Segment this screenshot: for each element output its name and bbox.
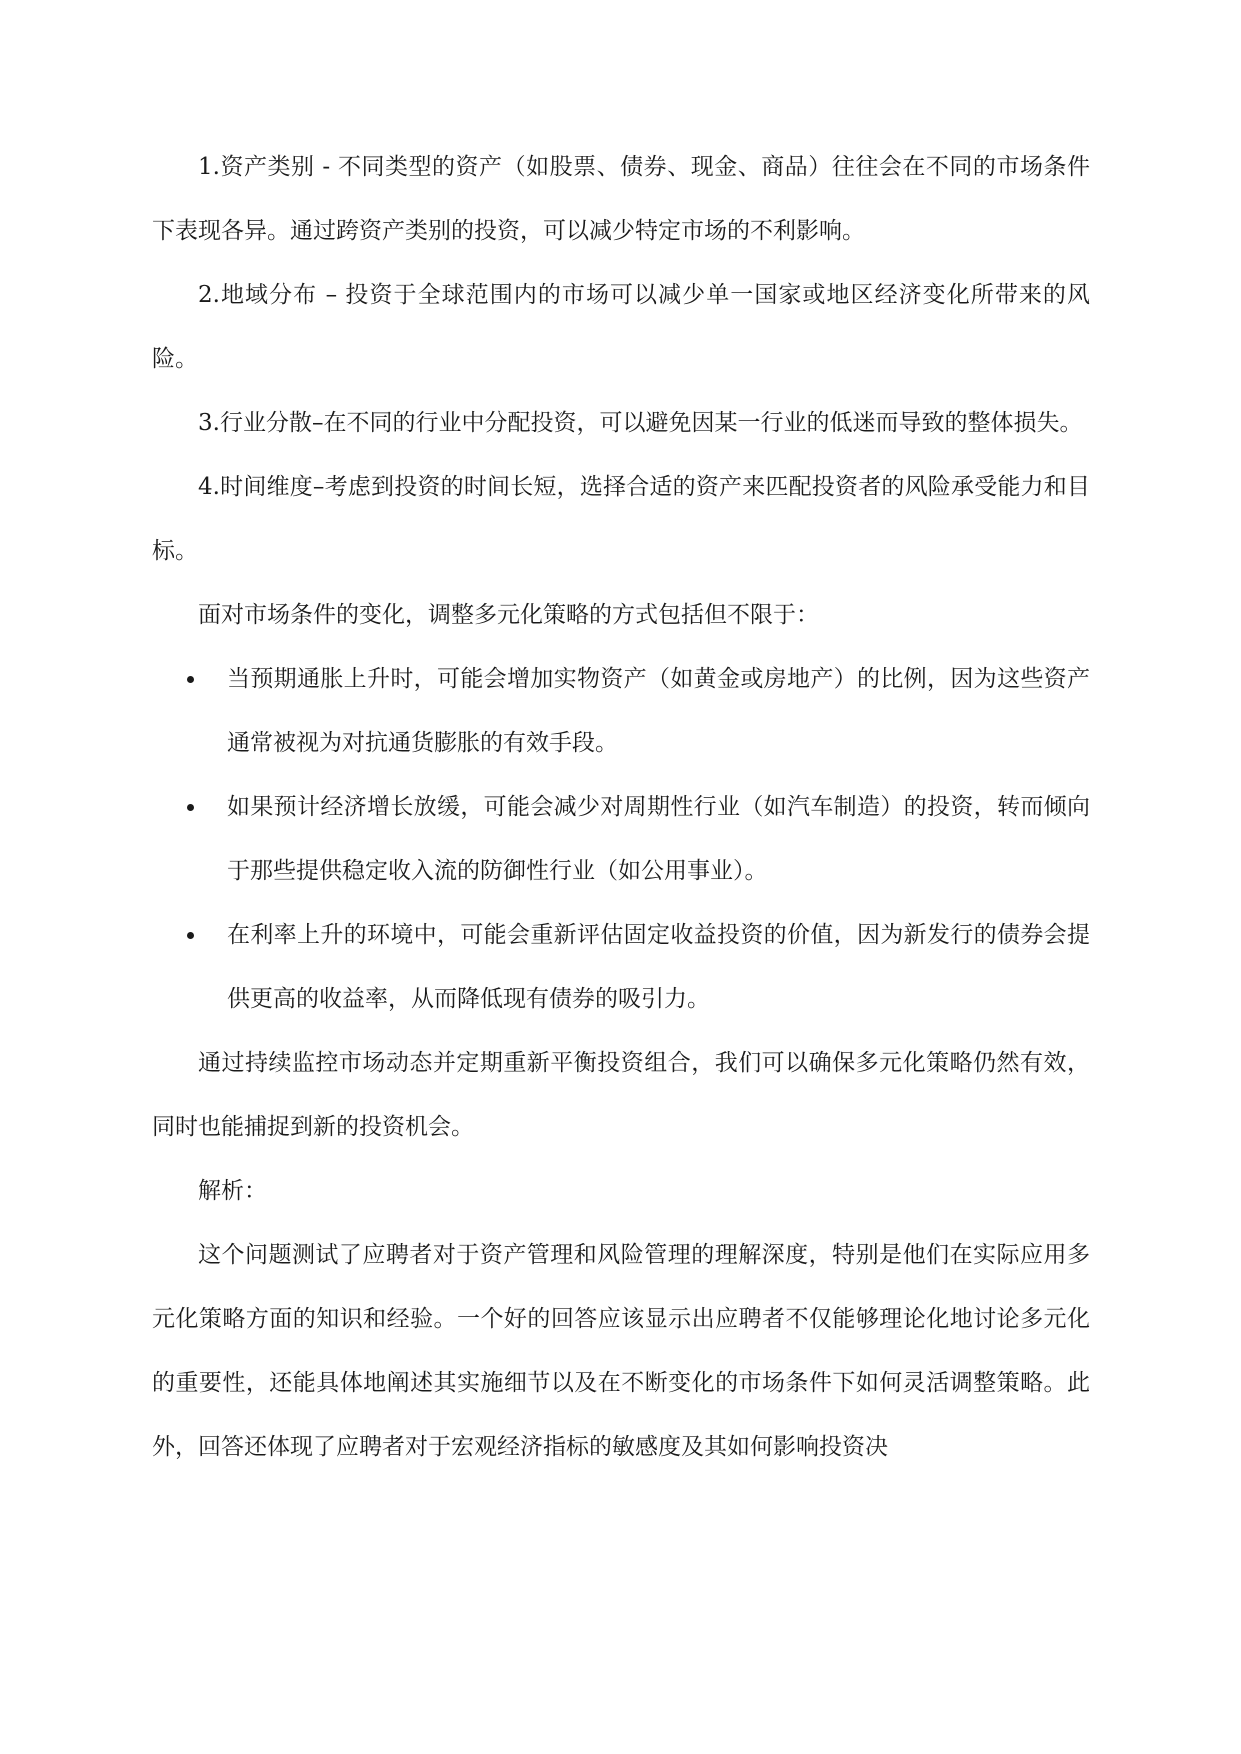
paragraph-adjust-intro: 面对市场条件的变化，调整多元化策略的方式包括但不限于： bbox=[198, 602, 819, 628]
paragraph-rebalance: 通过持续监控市场动态并定期重新平衡投资组合，我们可以确保多元化策略仍然有效，同时也能捕捉到新的投资机会。 bbox=[152, 1050, 1090, 1140]
paragraph-time-dimension: 4.时间维度–考虑到投资的时间长短，选择合适的资产来匹配投资者的风险承受能力和目标。 bbox=[152, 474, 1090, 564]
bullet-list bbox=[152, 647, 1090, 1031]
list-item-text: 在利率上升的环境中，可能会重新评估固定收益投资的价值，因为新发行的债券会提供更高的收益率，从而降低现有债券的吸引力。 bbox=[227, 922, 1090, 1012]
document-body bbox=[152, 135, 1090, 1479]
paragraph-geography: 2.地域分布 – 投资于全球范围内的市场可以减少单一国家或地区经济变化所带来的风险。 bbox=[152, 282, 1090, 372]
bullet-dot-icon bbox=[187, 932, 194, 939]
list-item-text: 如果预计经济增长放缓，可能会减少对周期性行业（如汽车制造）的投资，转而倾向于那些提供稳定收入流的防御性行业（如公用事业）。 bbox=[227, 794, 1090, 884]
paragraph-analysis-body: 这个问题测试了应聘者对于资产管理和风险管理的理解深度，特别是他们在实际应用多元化策略方面的知识和经验。一个好的回答应该显示出应聘者不仅能够理论化地讨论多元化的重要性，还能具体地阐述其实施细节以及在不断变化的市场条件下如何灵活调整策略。此外，回答还体现了应聘者对于宏观经济指标的敏感度及其如何影响投资决 bbox=[152, 1242, 1090, 1460]
list-item-text: 当预期通胀上升时，可能会增加实物资产（如黄金或房地产）的比例，因为这些资产通常被视为对抗通货膨胀的有效手段。 bbox=[227, 666, 1090, 756]
paragraph-industry: 3.行业分散–在不同的行业中分配投资，可以避免因某一行业的低迷而导致的整体损失。 bbox=[198, 410, 1083, 436]
list-item bbox=[152, 647, 1090, 775]
bullet-dot-icon bbox=[187, 676, 194, 683]
bullet-dot-icon bbox=[187, 804, 194, 811]
list-item bbox=[152, 775, 1090, 903]
list-item bbox=[152, 903, 1090, 1031]
paragraph-asset-class: 1.资产类别 - 不同类型的资产（如股票、债券、现金、商品）往往会在不同的市场条件下表现各异。通过跨资产类别的投资，可以减少特定市场的不利影响。 bbox=[152, 154, 1090, 244]
paragraph-analysis-heading: 解析： bbox=[198, 1178, 267, 1204]
